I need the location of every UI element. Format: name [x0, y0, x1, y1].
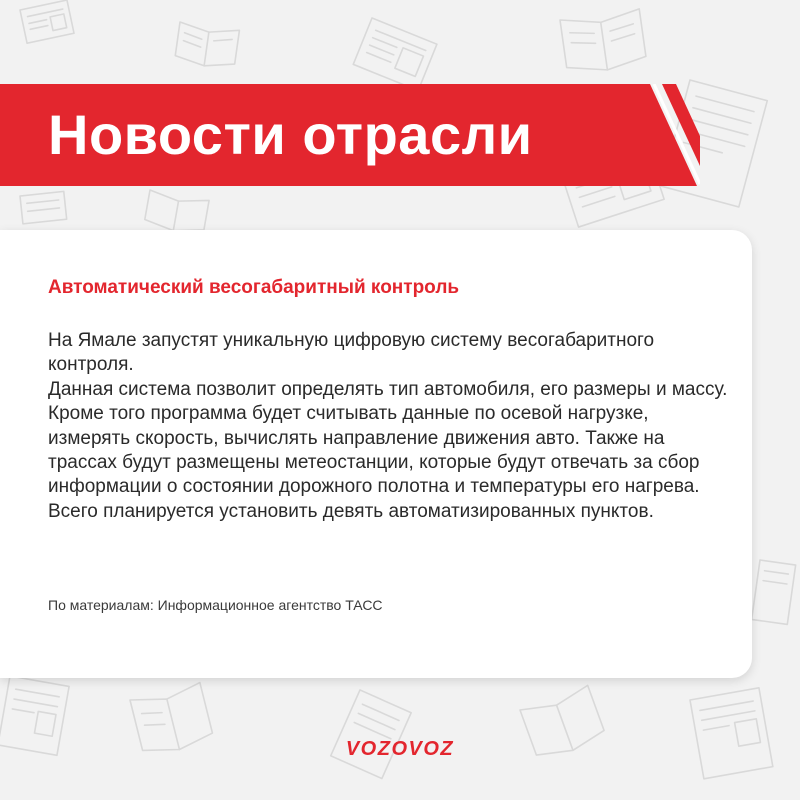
newspaper-doodle-icon [20, 0, 74, 43]
page-title: Новости отрасли [48, 103, 533, 166]
document-doodle-icon [20, 191, 67, 223]
article-body [48, 329, 728, 524]
brand-logo: VOZOVOZ [345, 738, 455, 760]
newspaper-doodle-icon [690, 688, 773, 779]
article-source: По материалам: Информационное агентство ТАСС [48, 597, 383, 613]
article-heading: Автоматический весогабаритный контроль [48, 277, 460, 298]
book-doodle-icon [174, 22, 239, 70]
newspaper-doodle-icon [353, 18, 437, 91]
book-doodle-icon [144, 190, 209, 236]
article-paragraph: Данная система позволит определять тип автомобиля, его размеры и массу. Кроме того программа будет считывать данные по осевой нагрузке, измерять скорость, вычислять направление движения авто. Также на трассах будут размещены метеостанции, которые будут отвечать за сбор информации о состоянии дорожного полотна и температуры его нагрева. Всего планируется установить девять автоматизированных пунктов. [48, 378, 728, 522]
article-paragraph: На Ямале запустят уникальную цифровую систему весогабаритного контроля. [48, 330, 655, 376]
book-doodle-icon [560, 9, 647, 76]
document-doodle-icon [331, 690, 411, 779]
document-doodle-icon [752, 560, 796, 624]
